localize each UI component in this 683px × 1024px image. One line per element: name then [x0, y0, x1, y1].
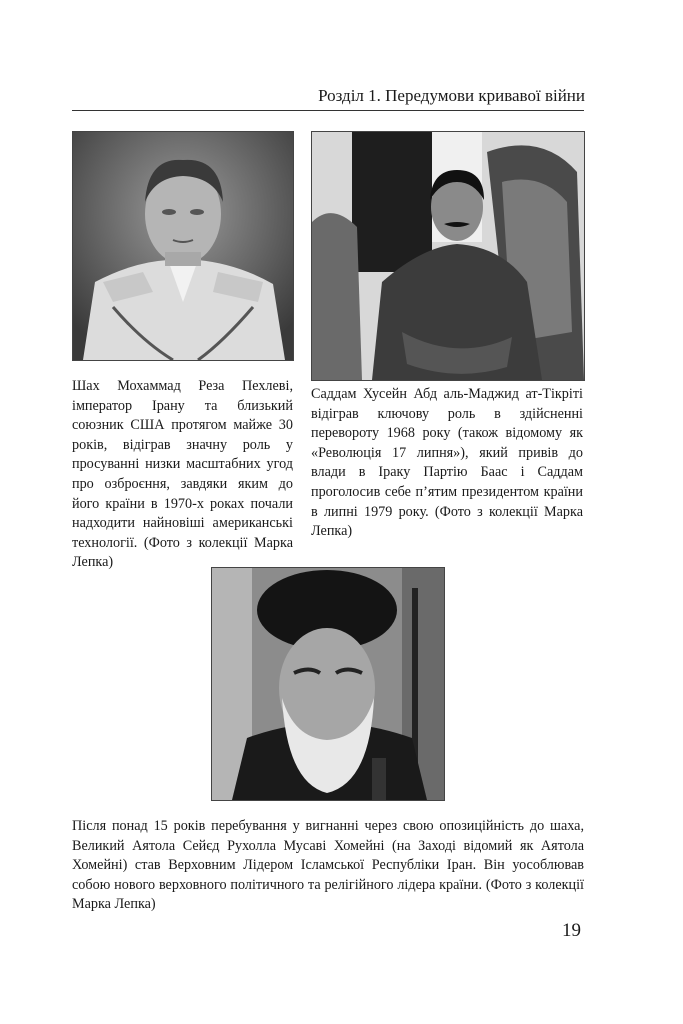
khomeini-caption: Після понад 15 років перебування у вигнанні через свою опозиційність до шаха, Великий Аятола Сейєд Рухолла Мусаві Хомейні (на Заході відомий як Аятола Хомейні) став Верховним Лідером Ісламської Республіки Іран. Він уособлював собою нового верховного політичного та релігійного лідера країни. (Фото з колекції Марка Лепка)	[72, 818, 584, 913]
saddam-caption: Саддам Хусейн Абд аль-Маджид ат-Тікріті відіграв ключову роль в здійсненні перевороту 1968 року (також відомому як «Революція 17 липня»), який привів до влади в Іраку Партію Баас і Саддам проголосив себе п’ятим президентом країни в липні 1979 року. (Фото з колекції Марка Лепка)	[311, 386, 583, 540]
shah-photo	[72, 131, 294, 361]
header-rule	[72, 110, 584, 111]
saddam-photo	[311, 131, 585, 381]
running-header: Розділ 1. Передумови кривавої війни	[318, 86, 585, 105]
page-number: 19	[562, 920, 581, 941]
shah-caption: Шах Мохаммад Реза Пехлеві, імператор Ірану та близький союзник США протягом майже 30 років, відіграв значну роль у просуванні низки масштабних угод про озброєння, завдяки яким до його країни в 1970-х роках почали надходити найновіші американські технології. (Фото з колекції Марка Лепка)	[72, 378, 293, 571]
khomeini-photo	[211, 567, 445, 801]
